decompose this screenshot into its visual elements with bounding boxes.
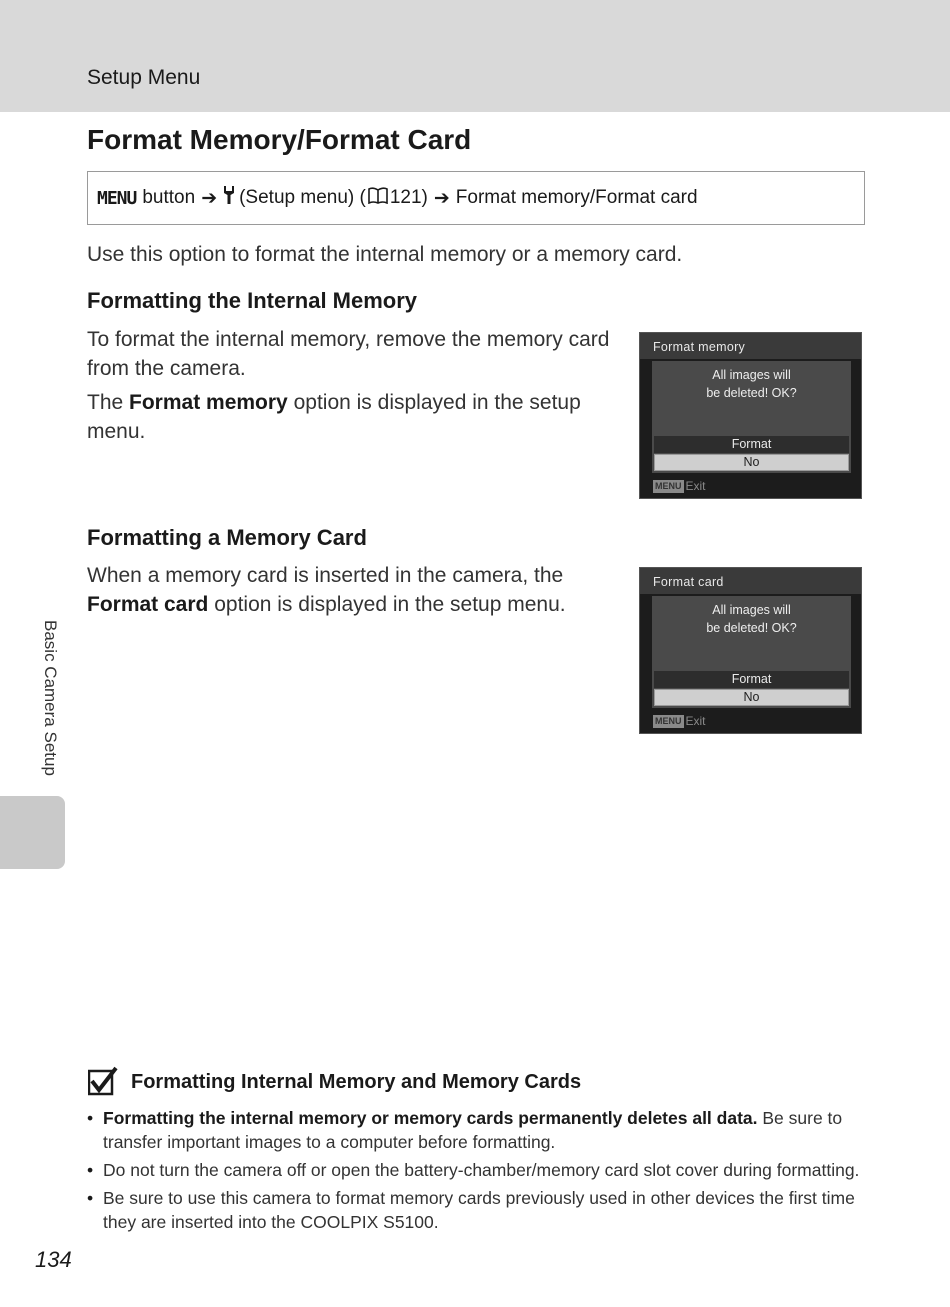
confirm-message (652, 366, 851, 402)
check-note-icon (88, 1066, 118, 1096)
confirm-dialog (652, 596, 851, 708)
list-item: • Do not turn the camera off or open the battery-chamber/memory card slot cover during formatting. (87, 1158, 862, 1182)
bullet-bold-text: Formatting the internal memory or memory cards permanently deletes all data. (103, 1108, 758, 1128)
book-reference-icon (368, 187, 388, 210)
option-format: Format (654, 436, 849, 453)
option-no-selected: No (654, 454, 849, 471)
header-band (0, 0, 950, 112)
note-bullet-list (87, 1106, 862, 1238)
memory-card-paragraph (87, 561, 622, 619)
format-card-screen (639, 567, 862, 734)
list-item: • Be sure to use this camera to format memory cards previously used in other devices the first time they are inserted into the COOLPIX S5100. (87, 1186, 862, 1234)
para-text: option is displayed in the setup menu. (87, 391, 581, 443)
message-line: be deleted! OK? (706, 386, 797, 400)
nav-destination: Format memory/Format card (455, 187, 698, 208)
page-title: Format Memory/Format Card (87, 124, 472, 155)
exit-label: Exit (685, 479, 706, 493)
screen-title: Format card (640, 568, 861, 594)
wrench-icon (223, 185, 235, 211)
confirm-message (652, 601, 851, 637)
bullet-text: Be sure to transfer important images to a computer before formatting. (103, 1108, 843, 1152)
intro-text: Use this option to format the internal memory or a memory card. (87, 243, 683, 266)
option-no-selected: No (654, 689, 849, 706)
internal-memory-paragraph: To format the internal memory, remove the memory card from the camera. (87, 328, 610, 380)
internal-memory-paragraph-2 (87, 388, 622, 446)
menu-button-icon: MENU (97, 187, 137, 209)
menu-button-icon: MENU (655, 715, 682, 726)
arrow-right-icon: ➔ (201, 187, 218, 209)
memory-card-heading: Formatting a Memory Card (87, 525, 367, 550)
header-section-title: Setup Menu (87, 66, 201, 89)
nav-button-text: button (142, 187, 196, 208)
nav-setup-text: (Setup menu) ( (239, 187, 366, 208)
para-text: When a memory card is inserted in the camera, the (87, 564, 564, 587)
message-line: All images will (712, 603, 791, 617)
chapter-side-label: Basic Camera Setup (41, 620, 60, 776)
exit-label: Exit (685, 714, 706, 728)
screen-footer (653, 714, 706, 728)
confirm-dialog (652, 361, 851, 473)
para-bold-text: Format memory (129, 391, 288, 414)
chapter-tab (0, 796, 65, 869)
arrow-right-icon: ➔ (433, 187, 450, 209)
menu-navigation-path (87, 171, 865, 225)
page-number: 134 (35, 1247, 72, 1272)
screen-footer (653, 479, 706, 493)
nav-reference-number: 121) (389, 187, 428, 208)
list-item (87, 1106, 862, 1154)
message-line: All images will (712, 368, 791, 382)
screen-title: Format memory (640, 333, 861, 359)
para-text: The (87, 391, 124, 414)
message-line: be deleted! OK? (706, 621, 797, 635)
menu-button-icon: MENU (655, 480, 682, 491)
note-heading: Formatting Internal Memory and Memory Cards (131, 1071, 582, 1093)
format-memory-screen (639, 332, 862, 499)
option-format: Format (654, 671, 849, 688)
internal-memory-heading: Formatting the Internal Memory (87, 288, 418, 313)
para-text: option is displayed in the setup menu. (214, 593, 566, 616)
para-bold-text: Format card (87, 593, 209, 616)
